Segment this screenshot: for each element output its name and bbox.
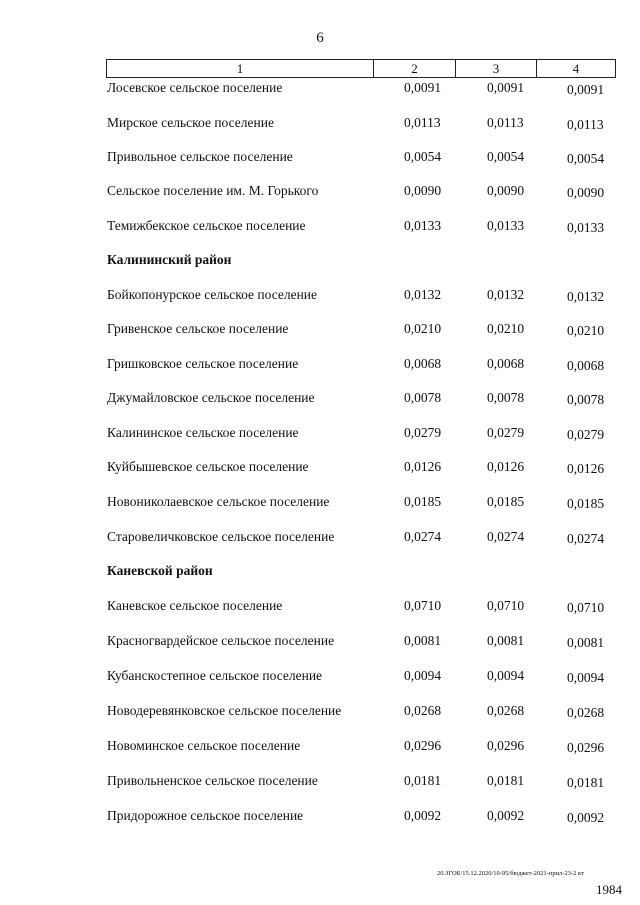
value-col-2: 0,0274 [404,529,442,544]
settlement-name: Калининское сельское поселение [107,425,299,440]
table-row [0,115,640,135]
value-col-3: 0,0296 [487,738,525,753]
value-col-2: 0,0068 [404,356,442,371]
table-row [0,356,640,376]
value-col-2: 0,0279 [404,425,442,440]
value-col-4: 0,0181 [567,775,605,790]
table-row [0,633,640,653]
document-code: 20.ЗГОБ/15.12.2020/10-95/бюджет-2021-прил-23-2 кт [437,870,584,877]
settlement-name: Бойкопонурское сельское поселение [107,287,318,302]
value-col-4: 0,0274 [567,531,605,546]
value-col-3: 0,0181 [487,773,525,788]
table-row [0,459,640,479]
value-col-4: 0,0091 [567,82,605,97]
value-col-3: 0,0126 [487,459,525,474]
value-col-3: 0,0279 [487,425,525,440]
header-col-4: 4 [572,61,580,76]
value-col-3: 0,0185 [487,494,525,509]
settlement-name: Кубанскостепное сельское поселение [107,668,323,683]
value-col-2: 0,0113 [404,115,441,130]
value-col-4: 0,0054 [567,151,605,166]
value-col-4: 0,0094 [567,670,605,685]
header-col-1: 1 [107,60,374,77]
value-col-3: 0,0068 [487,356,525,371]
settlement-name: Мирское сельское поселение [107,115,274,130]
header-col-2: 2 [374,60,456,77]
sheet-number: 1984 [596,882,622,897]
value-col-4: 0,0133 [567,220,605,235]
table-row [0,494,640,514]
value-col-2: 0,0092 [404,808,442,823]
value-col-4: 0,0090 [567,185,605,200]
district-heading: Калининский район [107,252,232,267]
value-col-2: 0,0132 [404,287,442,302]
value-col-4: 0,0268 [567,705,605,720]
settlement-name: Придорожное сельское поселение [107,808,304,823]
settlement-name: Новониколаевское сельское поселение [107,494,330,509]
value-col-2: 0,0081 [404,633,442,648]
settlement-name: Красногвардейское сельское поселение [107,633,335,648]
value-col-4: 0,0710 [567,600,605,615]
table-row [0,529,640,549]
table-row [0,287,640,307]
settlement-name: Привольное сельское поселение [107,149,293,164]
value-col-2: 0,0181 [404,773,442,788]
value-col-2: 0,0094 [404,668,442,683]
settlement-name: Лосевское сельское поселение [107,80,283,95]
table-row [0,218,640,238]
table-row [0,773,640,793]
settlement-name: Каневское сельское поселение [107,598,283,613]
value-col-3: 0,0078 [487,390,525,405]
value-col-4: 0,0279 [567,427,605,442]
value-col-2: 0,0185 [404,494,442,509]
value-col-2: 0,0078 [404,390,442,405]
value-col-4: 0,0113 [567,117,604,132]
settlement-name: Куйбышевское сельское поселение [107,459,309,474]
value-col-3: 0,0132 [487,287,525,302]
settlement-name: Старовеличковское сельское поселение [107,529,335,544]
value-col-2: 0,0090 [404,183,442,198]
table-row [0,668,640,688]
value-col-2: 0,0054 [404,149,442,164]
settlement-name: Джумайловское сельское поселение [107,390,315,405]
value-col-2: 0,0268 [404,703,442,718]
table-row [0,80,640,100]
district-heading: Каневской район [107,563,213,578]
value-col-2: 0,0296 [404,738,442,753]
value-col-4: 0,0126 [567,461,605,476]
value-col-3: 0,0091 [487,80,525,95]
value-col-3: 0,0092 [487,808,525,823]
value-col-4: 0,0068 [567,358,605,373]
value-col-4: 0,0185 [567,496,605,511]
value-col-3: 0,0113 [487,115,524,130]
value-col-2: 0,0210 [404,321,442,336]
settlement-name: Привольненское сельское поселение [107,773,318,788]
table-row [0,808,640,828]
value-col-3: 0,0054 [487,149,525,164]
settlement-name: Гришковское сельское поселение [107,356,299,371]
value-col-3: 0,0090 [487,183,525,198]
table-row [0,598,640,618]
table-row [0,425,640,445]
value-col-4: 0,0078 [567,392,605,407]
value-col-3: 0,0210 [487,321,525,336]
table-row [0,321,640,341]
value-col-3: 0,0133 [487,218,525,233]
table-row [0,149,640,169]
value-col-4: 0,0092 [567,810,605,825]
value-col-4: 0,0132 [567,289,605,304]
value-col-4: 0,0081 [567,635,605,650]
value-col-3: 0,0274 [487,529,525,544]
settlement-name: Гривенское сельское поселение [107,321,289,336]
value-col-4: 0,0296 [567,740,605,755]
value-col-2: 0,0710 [404,598,442,613]
value-col-2: 0,0133 [404,218,442,233]
value-col-4: 0,0210 [567,323,605,338]
table-header [106,59,616,78]
settlement-name: Новоминское сельское поселение [107,738,301,753]
table-row [0,183,640,203]
settlement-name: Новодеревянковское сельское поселение [107,703,342,718]
value-col-3: 0,0710 [487,598,525,613]
settlement-name: Сельское поселение им. М. Горького [107,183,319,198]
table-row [0,703,640,723]
value-col-3: 0,0268 [487,703,525,718]
table-row [0,390,640,410]
page-number: 6 [316,30,324,46]
value-col-2: 0,0091 [404,80,442,95]
value-col-3: 0,0094 [487,668,525,683]
value-col-3: 0,0081 [487,633,525,648]
table-row [0,738,640,758]
header-col-3: 3 [456,60,537,77]
settlement-name: Темижбекское сельское поселение [107,218,306,233]
value-col-2: 0,0126 [404,459,442,474]
